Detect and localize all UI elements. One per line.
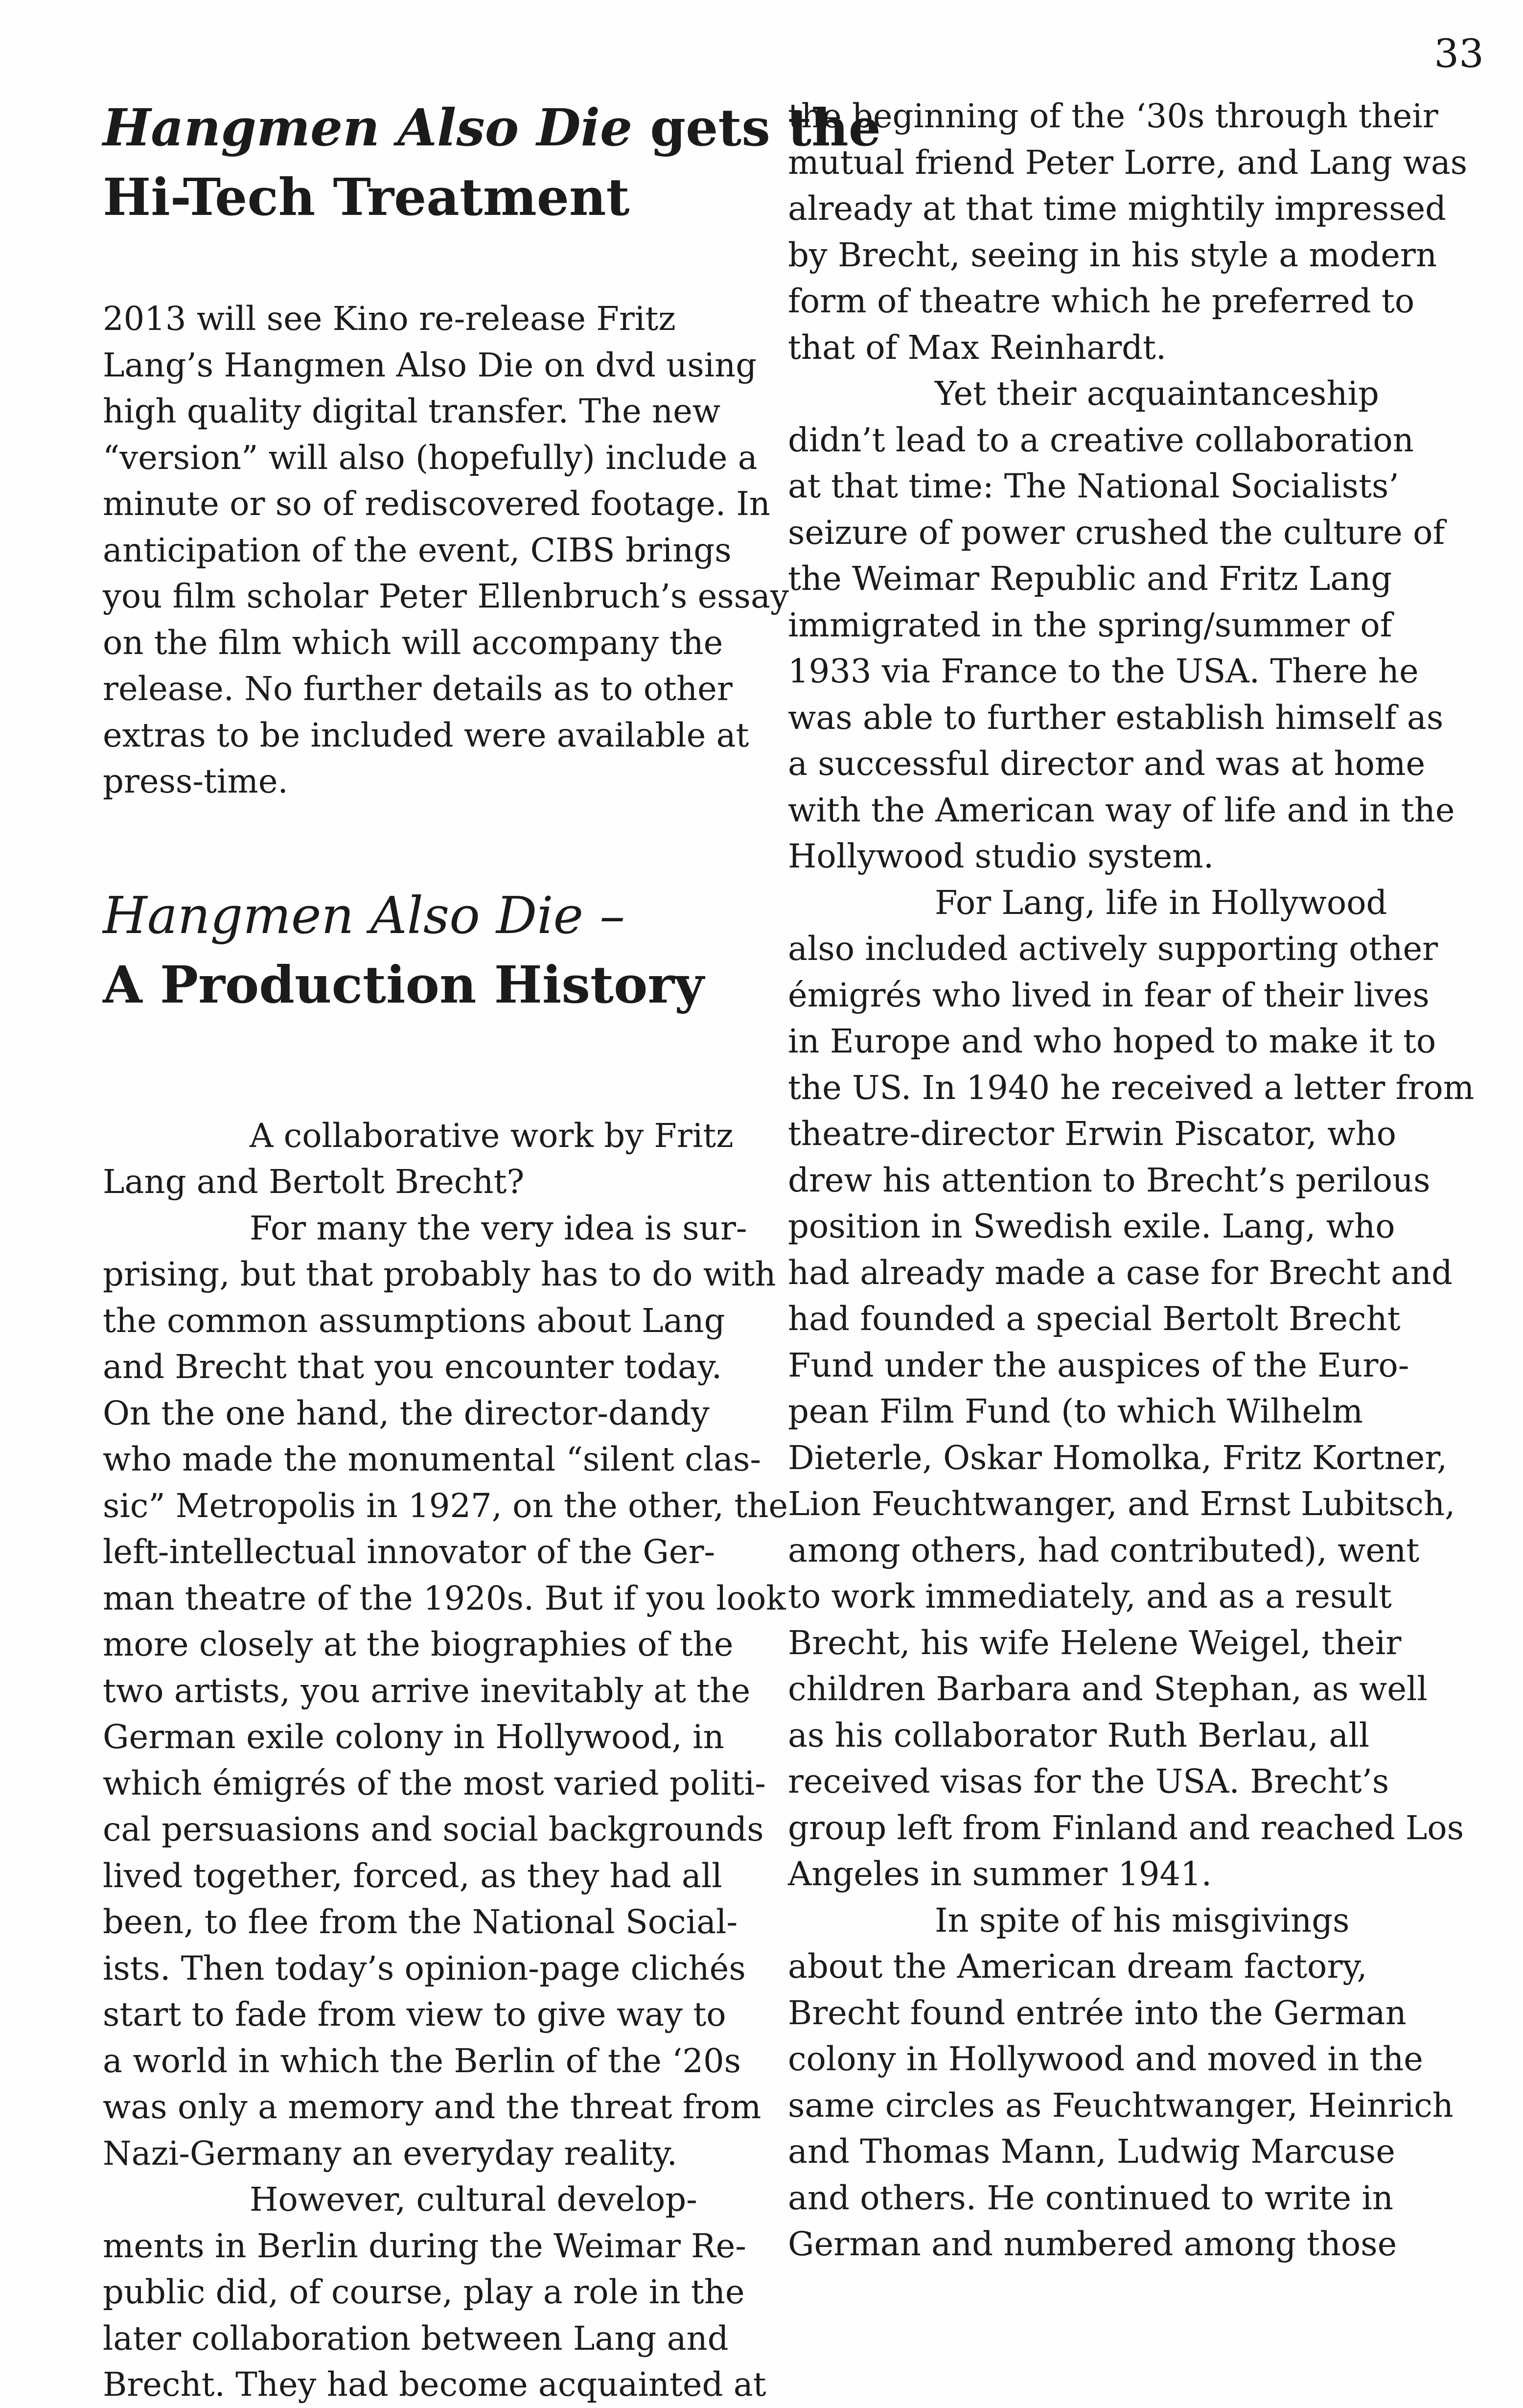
article1-line: “version” will also (hopefully) include a (103, 438, 758, 477)
article2-title-line-1: Hangmen Also Die – (103, 885, 625, 945)
article2-line: about the American dream factory, (788, 1947, 1367, 1986)
article2-line: On the one hand, the director-dandy (103, 1394, 710, 1432)
article1-line: anticipation of the event, CIBS brings (103, 531, 732, 569)
article2-line: seizure of power crushed the culture of (788, 513, 1445, 552)
article1-line: 2013 will see Kino re-release Fritz (103, 300, 676, 338)
article2-line: émigrés who lived in fear of their lives (788, 976, 1430, 1014)
article2-line: A collaborative work by Fritz (250, 1116, 734, 1155)
article2-body-right (788, 93, 1475, 2268)
page-number: 33 (1434, 31, 1484, 76)
article2-line: drew his attention to Brecht’s perilous (788, 1161, 1431, 1199)
article2-title-line-2: A Production History (103, 954, 704, 1015)
article2-line: theatre-director Erwin Piscator, who (788, 1115, 1396, 1153)
article2-line: 1933 via France to the USA. There he (788, 652, 1419, 690)
article2-line: and Brecht that you encounter today. (103, 1348, 722, 1386)
article1-line: release. No further details as to other (103, 670, 733, 708)
article2-line: Brecht found entrée into the German (788, 1993, 1407, 2032)
article2-line: Dieterle, Oskar Homolka, Fritz Kortner, (788, 1438, 1448, 1477)
article2-line: that of Max Reinhardt. (788, 328, 1167, 367)
article2-line: was only a memory and the threat from (103, 2088, 762, 2126)
article2-line: ists. Then today’s opinion-page clichés (103, 1949, 746, 1987)
article1-line: Lang’s Hangmen Also Die on dvd using (103, 346, 757, 384)
article2-line: the Weimar Republic and Fritz Lang (788, 560, 1392, 598)
article2-line: lived together, forced, as they had all (103, 1856, 722, 1895)
article2-line: to work immediately, and as a result (788, 1577, 1392, 1615)
article2-line: children Barbara and Stephan, as well (788, 1670, 1428, 1708)
article2-line: Angeles in summer 1941. (788, 1855, 1212, 1893)
article2-line: same circles as Feuchtwanger, Heinrich (788, 2086, 1454, 2125)
article2-line: Brecht. They had become acquainted at (103, 2365, 766, 2404)
article2-line: man theatre of the 1920s. But if you look (103, 1579, 786, 1617)
article2-line: didn’t lead to a creative collaboration (788, 421, 1414, 459)
article1-line: minute or so of rediscovered footage. In (103, 485, 770, 523)
article2-line: position in Swedish exile. Lang, who (788, 1207, 1395, 1245)
article2-line: Nazi-Germany an everyday reality. (103, 2134, 677, 2173)
article2-line: However, cultural develop- (250, 2180, 697, 2219)
article1-title (103, 93, 881, 232)
article2-line: Lang and Bertolt Brecht? (103, 1163, 525, 1201)
article2-body-left (103, 1113, 788, 2408)
article2-line: with the American way of life and in the (788, 791, 1455, 829)
article2-line: by Brecht, seeing in his style a modern (788, 235, 1437, 274)
article2-line: form of theatre which he preferred to (788, 282, 1415, 320)
article2-line: the common assumptions about Lang (103, 1301, 725, 1340)
article2-line: more closely at the biographies of the (103, 1625, 734, 1663)
article2-line: start to fade from view to give way to (103, 1995, 726, 2034)
article2-line: later collaboration between Lang and (103, 2319, 729, 2358)
article2-line: the beginning of the ‘30s through their (788, 97, 1438, 135)
article2-line: sic” Metropolis in 1927, on the other, the (103, 1486, 788, 1525)
article2-line: and others. He continued to write in (788, 2178, 1394, 2217)
article2-line: cal persuasions and social backgrounds (103, 1810, 764, 1848)
article2-line: who made the monumental “silent clas- (103, 1440, 762, 1478)
article2-title (103, 881, 759, 1020)
article2-line: ments in Berlin during the Weimar Re- (103, 2226, 746, 2265)
article2-line: also included actively supporting other (788, 930, 1438, 968)
article2-line: a world in which the Berlin of the ‘20s (103, 2041, 741, 2080)
article1-body (103, 296, 789, 805)
article2-line: had already made a case for Brecht and (788, 1253, 1453, 1292)
article1-title-line-2: Hi-Tech Treatment (103, 167, 630, 227)
article2-line: and Thomas Mann, Ludwig Marcuse (788, 2132, 1395, 2171)
article2-line: the US. In 1940 he received a letter from (788, 1068, 1475, 1107)
article2-line: in Europe and who hoped to make it to (788, 1022, 1436, 1060)
article2-line: left-intellectual innovator of the Ger- (103, 1533, 715, 1571)
article2-line: immigrated in the spring/summer of (788, 606, 1392, 644)
article2-line: For Lang, life in Hollywood (935, 883, 1387, 922)
article2-line: already at that time mightily impressed (788, 189, 1447, 228)
article1-line: press-time. (103, 762, 288, 800)
article2-line: among others, had contributed), went (788, 1531, 1420, 1569)
right-column (788, 93, 1475, 2268)
article2-line: For many the very idea is sur- (250, 1209, 747, 1247)
article2-line: public did, of course, play a role in the (103, 2273, 745, 2311)
article2-line: Brecht, his wife Helene Weigel, their (788, 1623, 1402, 1662)
article2-line: German and numbered among those (788, 2225, 1397, 2263)
article2-line: received visas for the USA. Brecht’s (788, 1762, 1389, 1800)
article2-line: Hollywood studio system. (788, 837, 1214, 875)
article2-line: at that time: The National Socialists’ (788, 467, 1399, 505)
left-column (103, 93, 881, 2408)
article2-line: mutual friend Peter Lorre, and Lang was (788, 143, 1468, 182)
article2-line: colony in Hollywood and moved in the (788, 2040, 1423, 2078)
article2-line: was able to further establish himself as (788, 698, 1444, 737)
article2-line: Fund under the auspices of the Euro- (788, 1346, 1409, 1384)
article2-line: as his collaborator Ruth Berlau, all (788, 1716, 1370, 1754)
article2-line: pean Film Fund (to which Wilhelm (788, 1392, 1363, 1430)
article2-line: been, to flee from the National Social- (103, 1903, 738, 1941)
article2-line: In spite of his misgivings (935, 1901, 1350, 1940)
article1-line: on the film which will accompany the (103, 623, 723, 662)
article2-line: had founded a special Bertolt Brecht (788, 1300, 1401, 1338)
article1-line: extras to be included were available at (103, 716, 749, 754)
article2-line: German exile colony in Hollywood, in (103, 1718, 724, 1756)
article2-line: Yet their acquaintanceship (935, 374, 1379, 413)
article1-line: high quality digital transfer. The new (103, 392, 721, 430)
article1-title-line-1: Hangmen Also Die gets the (103, 97, 881, 158)
article2-line: two artists, you arrive inevitably at the (103, 1671, 751, 1710)
article2-line: prising, but that probably has to do with (103, 1255, 776, 1293)
article2-line: which émigrés of the most varied politi- (103, 1764, 766, 1802)
article2-line: Lion Feuchtwanger, and Ernst Lubitsch, (788, 1485, 1455, 1523)
article2-line: a successful director and was at home (788, 745, 1426, 783)
article1-line: you film scholar Peter Ellenbruch’s essay (103, 577, 789, 615)
article2-line: group left from Finland and reached Los (788, 1808, 1464, 1847)
